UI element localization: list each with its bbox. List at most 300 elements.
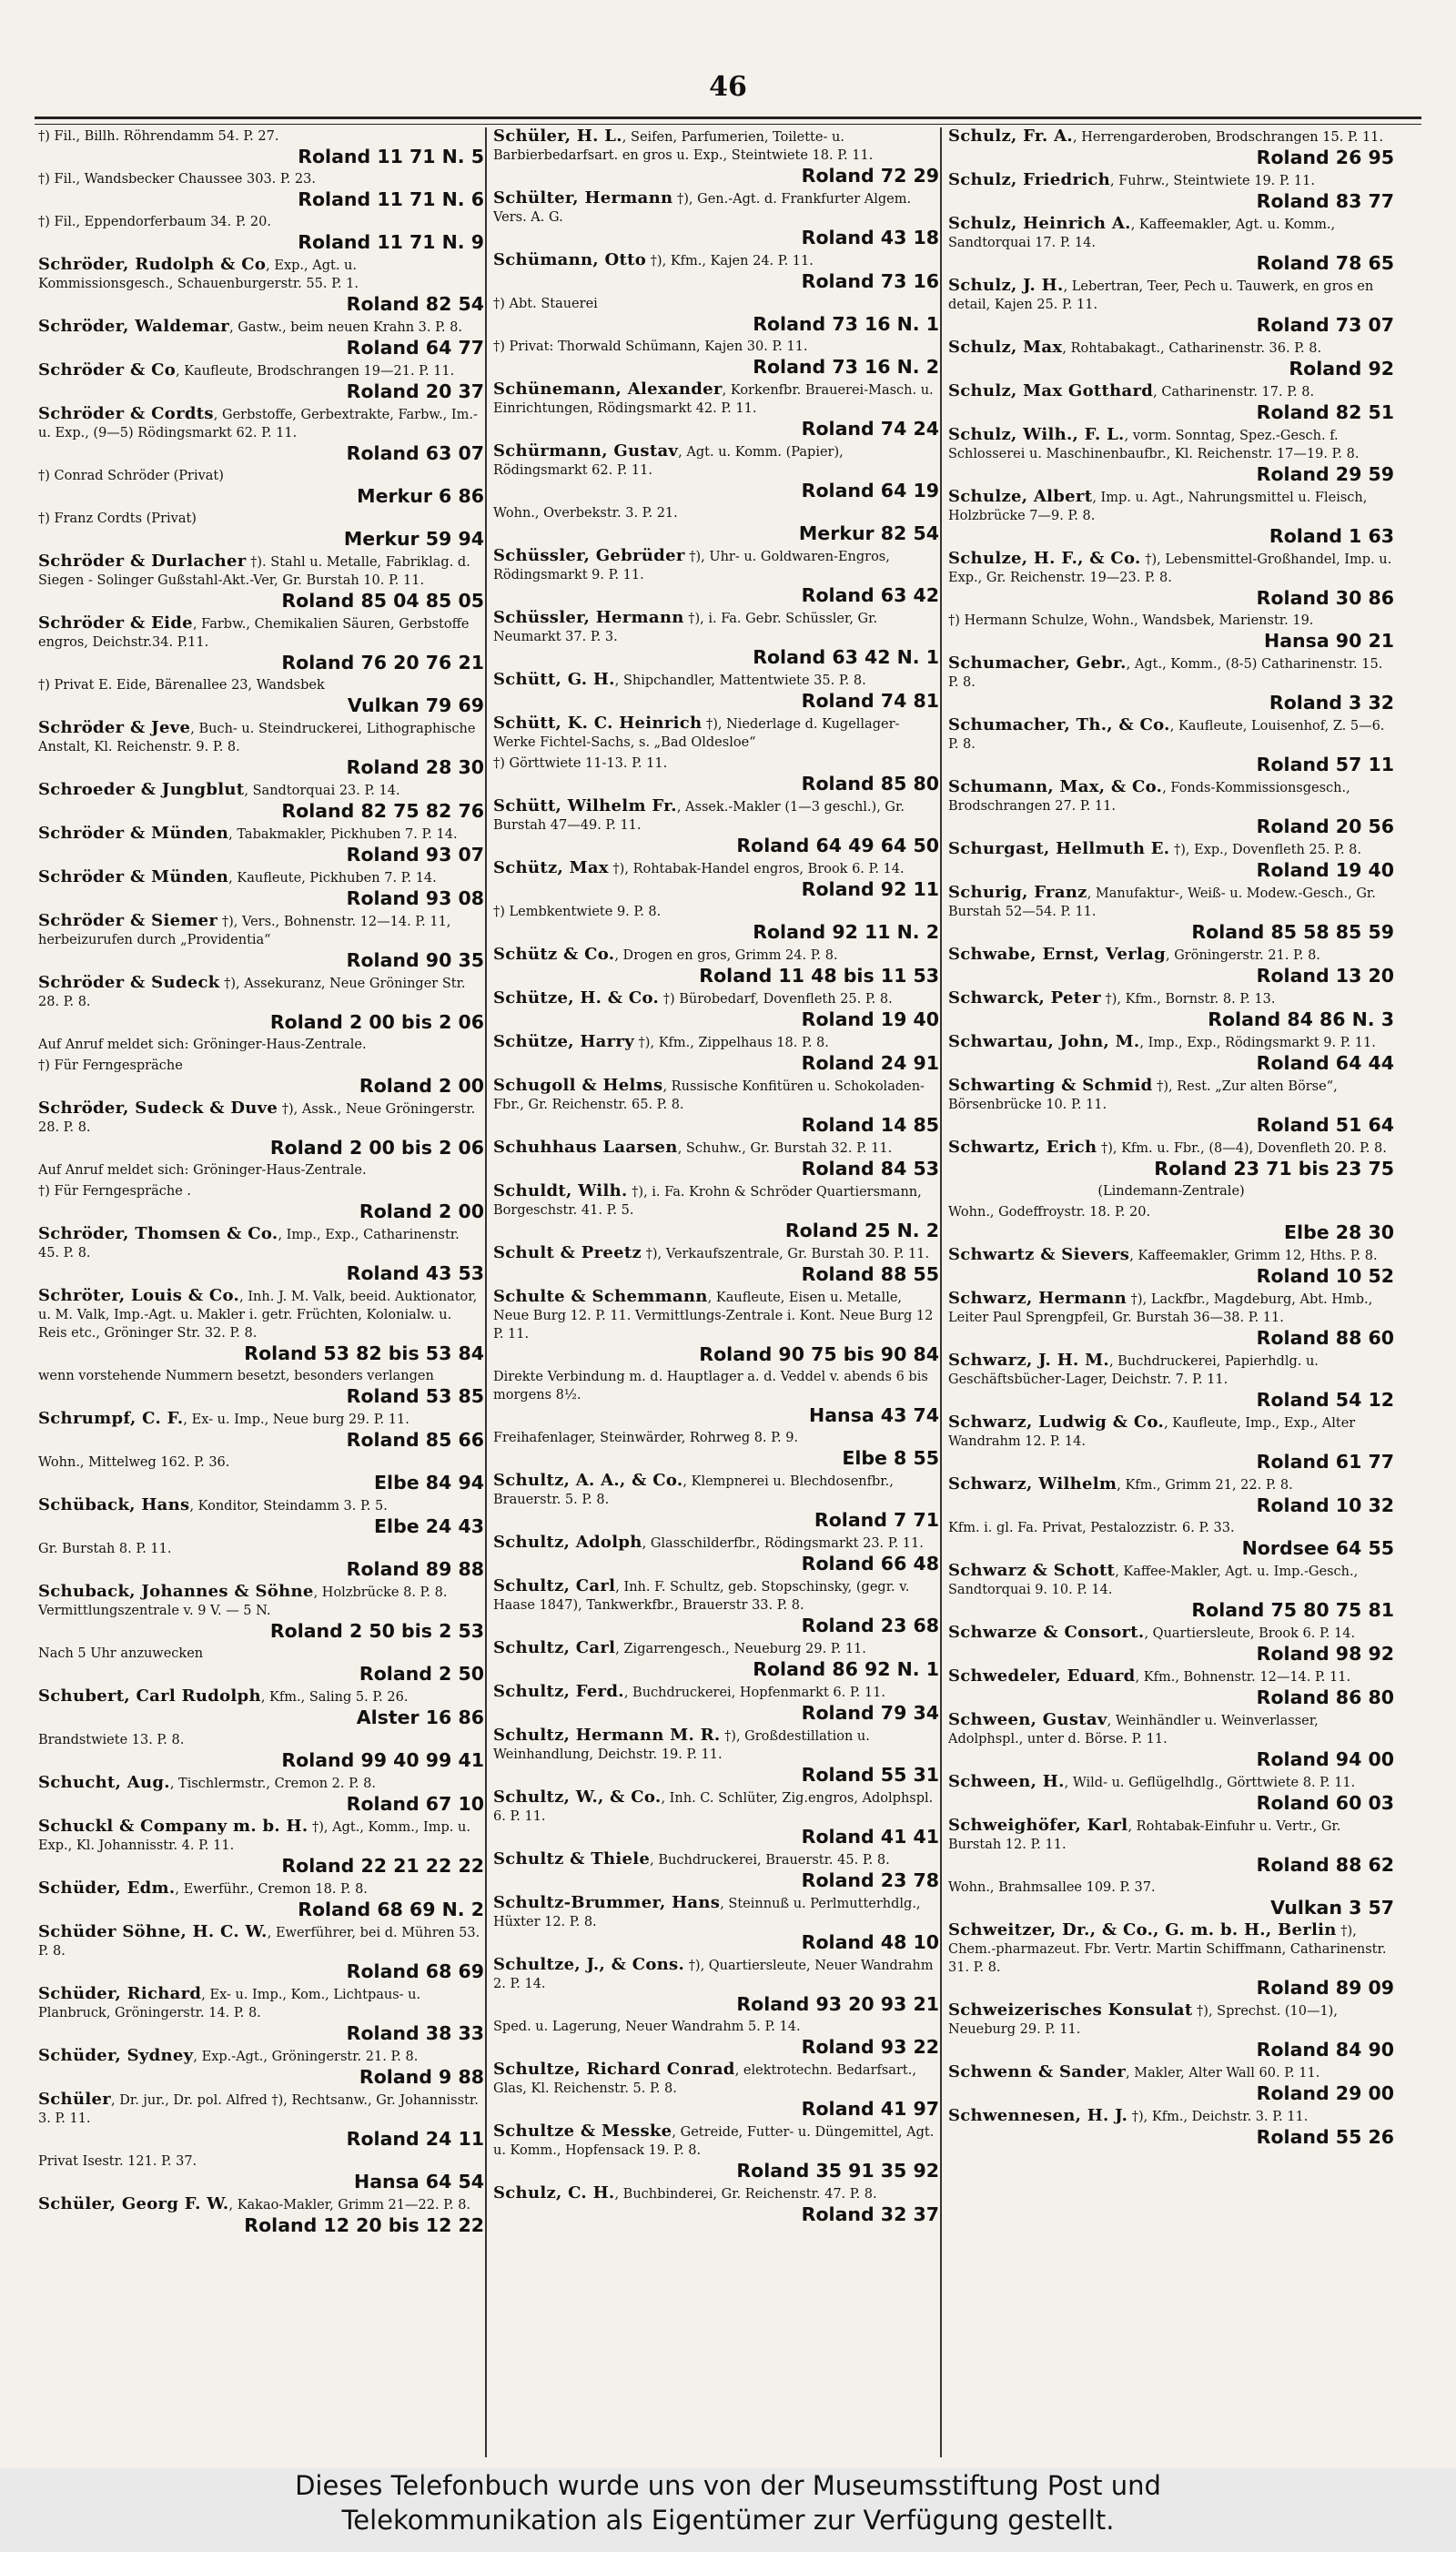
entry-text	[38, 467, 484, 485]
entry-text	[948, 426, 1394, 463]
directory-entry	[38, 361, 484, 402]
phone-number: Roland 61 77	[1256, 1451, 1394, 1473]
directory-entry	[948, 171, 1394, 212]
entry-name: Schultz, Adolph	[493, 1534, 642, 1552]
directory-entry	[38, 2047, 484, 2088]
phone-number: Roland 84 53	[801, 1158, 939, 1180]
phone-number: Roland 76 20 76 21	[281, 652, 484, 673]
entry-text	[38, 614, 484, 652]
phone-number: Merkur 82 54	[798, 522, 939, 544]
directory-entry	[948, 1711, 1394, 1770]
entry-details: Direkte Verbindung m. d. Hauptlager a. d. Veddel v. abends 6 bis morgens 8½.	[493, 1370, 928, 1403]
directory-entry	[38, 614, 484, 673]
entry-text	[493, 1788, 939, 1826]
entry-text	[38, 974, 484, 1011]
directory-entry	[38, 213, 484, 253]
entry-text	[38, 1985, 484, 2022]
directory-entry	[493, 2018, 939, 2058]
entry-text	[948, 884, 1394, 921]
phone-number: Roland 88 55	[801, 1263, 939, 1285]
phone-number: Roland 3 32	[1269, 692, 1394, 714]
phone-number: Roland 2 50 bis 2 53	[269, 1620, 484, 1642]
entry-details: , Rohtabakagt., Catharinenstr. 36. P. 8.	[1062, 341, 1322, 356]
directory-entry	[493, 1472, 939, 1531]
entry-text	[948, 654, 1394, 692]
phone-number: Roland 78 65	[1256, 252, 1394, 274]
entry-details: , Weinhändler u. Weinverlasser, Adolphspl., unter d. Börse. P. 11.	[948, 1714, 1319, 1747]
entry-name: Schröder & Eide	[38, 614, 193, 633]
directory-entry	[948, 1077, 1394, 1136]
entry-name: Schütt, Wilhelm Fr.	[493, 797, 677, 815]
entry-details: †), Großdestillation u. Weinhandlung, Deichstr. 19. P. 11.	[493, 1729, 870, 1762]
entry-text	[948, 1667, 1394, 1686]
phone-number: Elbe 84 94	[374, 1472, 484, 1494]
phone-number: Roland 11 71 N. 5	[298, 146, 484, 167]
entry-text	[948, 2107, 1394, 2126]
entry-details: , Inh. C. Schlüter, Zig.engros, Adolphspl. 6. P. 11.	[493, 1791, 934, 1824]
phone-number: Roland 89 09	[1256, 1977, 1394, 1999]
entry-text	[948, 488, 1394, 525]
directory-entry	[493, 989, 939, 1030]
entry-text	[38, 825, 484, 844]
entry-details: , Exp., Agt. u. Kommissionsgesch., Schauenburgerstr. 55. P. 1.	[38, 258, 359, 291]
phone-number: Roland 38 33	[346, 2022, 484, 2044]
entry-text	[493, 442, 939, 480]
entry-text	[948, 1033, 1394, 1052]
directory-entry	[38, 1099, 484, 1159]
entry-details: Freihafenlager, Steinwärder, Rohrweg 8. P. 9.	[493, 1431, 799, 1445]
entry-name: Schulz, Heinrich A.	[948, 215, 1131, 233]
entry-details: , Zigarrengesch., Neueburg 29. P. 11.	[615, 1642, 866, 1656]
entry-name: Schwabe, Ernst, Verlag	[948, 946, 1166, 964]
entry-details: †) Franz Cordts (Privat)	[38, 511, 197, 526]
entry-text	[493, 1033, 939, 1052]
entry-name: Schultz-Brummer, Hans	[493, 1894, 721, 1912]
phone-number: Roland 41 97	[801, 2098, 939, 2120]
directory-entry	[493, 1077, 939, 1136]
header-rule	[35, 116, 1421, 125]
directory-entry	[38, 510, 484, 550]
entry-details: , Makler, Alter Wall 60. P. 11.	[1126, 2066, 1320, 2081]
phone-number: Roland 68 69	[346, 1960, 484, 1982]
directory-entry	[38, 1645, 484, 1685]
phone-number: Roland 25 N. 2	[784, 1220, 939, 1241]
phone-number: Roland 92 11	[801, 878, 939, 900]
phone-number: Elbe 8 55	[842, 1447, 939, 1469]
phone-number: Roland 93 22	[801, 2036, 939, 2058]
entry-text	[948, 127, 1394, 147]
directory-entry	[493, 1033, 939, 1074]
column-1	[38, 127, 484, 2457]
entry-details: , Kaufleute, Pickhuben 7. P. 14.	[228, 871, 437, 886]
directory-entry	[493, 2061, 939, 2120]
entry-text	[948, 339, 1394, 358]
phone-number: Roland 11 48 bis 11 53	[699, 965, 939, 987]
entry-details: , Ewerführ., Cremon 18. P. 8.	[175, 1882, 368, 1897]
entry-text	[38, 1287, 484, 1342]
phone-number: Roland 75 80 75 81	[1191, 1599, 1394, 1621]
entry-details: , Sandtorquai 23. P. 14.	[244, 784, 400, 798]
phone-number: Roland 20 56	[1256, 815, 1394, 837]
directory-entry	[948, 989, 1394, 1030]
directory-entry	[493, 1683, 939, 1724]
phone-number: Roland 85 58 85 59	[1191, 921, 1394, 943]
entry-details: †), Kfm., Deichstr. 3. P. 11.	[1127, 2110, 1309, 2124]
entry-details: †) Abt. Stauerei	[493, 297, 598, 311]
entry-details: , Rohtabak-Einfuhr u. Vertr., Gr. Burstah 12. P. 11.	[948, 1819, 1341, 1852]
entry-details: †) Conrad Schröder (Privat)	[38, 469, 224, 483]
directory-entry	[493, 714, 939, 752]
entry-name: Schwarz, Hermann	[948, 1290, 1127, 1308]
entry-name: Schulz, Max	[948, 339, 1063, 357]
entry-details: , Buch- u. Steindruckerei, Lithographische Anstalt, Kl. Reichenstr. 9. P. 8.	[38, 722, 476, 754]
entry-details: , Tischlermstr., Cremon 2. P. 8.	[169, 1777, 376, 1791]
entry-name: Schween, Gustav	[948, 1711, 1107, 1729]
directory-entry	[38, 467, 484, 507]
entry-details: , Gastw., beim neuen Krahn 3. P. 8.	[229, 320, 462, 335]
entry-name: Schüder Söhne, H. C. W.	[38, 1923, 268, 1941]
directory-entry	[948, 339, 1394, 380]
entry-name: Schuldt, Wilh.	[493, 1182, 628, 1200]
entry-text	[948, 1773, 1394, 1792]
entry-details: , Shipchandler, Mattentwiete 35. P. 8.	[614, 673, 866, 688]
entry-text	[948, 215, 1394, 252]
directory-entry	[38, 2152, 484, 2192]
phone-number: Roland 2 00	[359, 1075, 484, 1097]
directory-entry	[948, 612, 1394, 652]
phone-number: Roland 86 92 N. 1	[753, 1658, 939, 1680]
directory-entry	[38, 1453, 484, 1494]
entry-text	[38, 170, 484, 188]
entry-text	[38, 868, 484, 887]
entry-name: Schwarz, Wilhelm	[948, 1475, 1117, 1494]
entry-details: , Kfm., Grimm 21, 22. P. 8.	[1117, 1478, 1293, 1493]
entry-name: Schütt, K. C. Heinrich	[493, 714, 703, 733]
entry-details: , Lebertran, Teer, Pech u. Tauwerk, en gros en detail, Kajen 25. P. 11.	[948, 279, 1374, 312]
entry-details: Nach 5 Uhr anzuwecken	[38, 1646, 204, 1661]
directory-entry	[948, 2001, 1394, 2061]
phone-number: Roland 63 42	[801, 584, 939, 606]
entry-name: Schwartz, Erich	[948, 1139, 1097, 1157]
entry-name: Schütze, H. & Co.	[493, 989, 660, 1008]
entry-name: Schröder, Sudeck & Duve	[38, 1099, 278, 1118]
entry-name: Schwarze & Consort.	[948, 1624, 1145, 1642]
phone-number: Roland 90 75 bis 90 84	[699, 1343, 939, 1365]
directory-entry	[38, 1367, 484, 1407]
phone-number: Roland 64 49 64 50	[736, 835, 939, 856]
entry-details: Auf Anruf meldet sich: Gröninger-Haus-Zentrale.	[38, 1163, 367, 1178]
entry-text	[38, 1879, 484, 1899]
directory-entry	[493, 946, 939, 987]
directory-entry	[493, 189, 939, 248]
entry-details: , Inh. F. Schultz, geb. Stopschinsky, (gegr. v. Haase 1847), Tankwerkfbr., Brauerstr 33. P. 8.	[493, 1580, 910, 1613]
entry-text	[493, 1850, 939, 1869]
phone-number: Roland 55 26	[1256, 2126, 1394, 2148]
phone-number: Roland 82 54	[346, 293, 484, 315]
phone-number: Roland 82 75 82 76	[281, 800, 484, 822]
entry-details: , Holzbrücke 8. P. 8. Vermittlungszentrale v. 9 V. — 5 N.	[38, 1585, 448, 1618]
entry-details: †), Rest. „Zur alten Börse“, Börsenbrücke 10. P. 11.	[948, 1079, 1338, 1112]
entry-details: †) Fil., Wandsbecker Chaussee 303. P. 23.	[38, 172, 316, 187]
phone-number: Roland 79 34	[801, 1702, 939, 1724]
entry-details: , Tabakmakler, Pickhuben 7. P. 14.	[228, 827, 458, 842]
entry-details: , Kaufleute, Brodschrangen 19—21. P. 11.	[176, 364, 455, 379]
phone-number: Roland 92 11 N. 2	[753, 921, 939, 943]
entry-details: †), Rohtabak-Handel engros, Brook 6. P. 14.	[608, 862, 905, 876]
phone-number: Roland 30 86	[1256, 587, 1394, 609]
entry-text	[38, 1583, 484, 1620]
entry-text	[493, 547, 939, 584]
entry-name: Schulz, Friedrich	[948, 171, 1111, 189]
directory-entry	[493, 2122, 939, 2182]
directory-entry	[948, 946, 1394, 987]
directory-entry	[38, 676, 484, 716]
entry-text	[38, 361, 484, 380]
phone-number: Roland 85 04 85 05	[281, 590, 484, 612]
entry-text	[948, 612, 1394, 630]
entry-details: †) Fil., Eppendorferbaum 34. P. 20.	[38, 215, 271, 229]
entry-name: Schüssler, Hermann	[493, 609, 684, 627]
entry-name: Schuckl & Company m. b. H.	[38, 1818, 308, 1836]
entry-name: Schünemann, Alexander	[493, 380, 723, 399]
directory-entry	[948, 2063, 1394, 2104]
phone-number: Hansa 43 74	[809, 1404, 939, 1426]
directory-entry	[493, 295, 939, 335]
directory-entry	[948, 1203, 1394, 1243]
phone-number: Roland 93 08	[346, 887, 484, 909]
entry-name: Schwarck, Peter	[948, 989, 1101, 1008]
phone-number: Roland 53 85	[346, 1385, 484, 1407]
entry-details: , Glasschilderfbr., Rödingsmarkt 23. P. 11.	[642, 1536, 924, 1551]
entry-text	[493, 1429, 939, 1447]
directory-entry	[493, 797, 939, 856]
entry-text	[38, 1410, 484, 1429]
entry-details: , Fonds-Kommissionsgesch., Brodschrangen 27. P. 11.	[948, 781, 1350, 814]
entry-details: †) Fil., Billh. Röhrendamm 54. P. 27.	[38, 129, 279, 144]
phone-number: Roland 14 85	[801, 1114, 939, 1136]
phone-number: Roland 29 00	[1256, 2082, 1394, 2104]
entry-name: Schürmann, Gustav	[493, 442, 679, 461]
directory-entry	[948, 1246, 1394, 1287]
entry-name: Schuhhaus Laarsen	[493, 1139, 678, 1157]
entry-text	[948, 1290, 1394, 1327]
entry-text	[38, 1923, 484, 1960]
entry-details: , Korkenfbr. Brauerei-Masch. u. Einrichtungen, Rödingsmarkt 42. P. 11.	[493, 383, 934, 416]
entry-name: Schüssler, Gebrüder	[493, 547, 685, 565]
entry-details: , Herrengarderoben, Brodschrangen 15. P. 11.	[1073, 130, 1384, 145]
entry-name: Schüler, Georg F. W.	[38, 2195, 229, 2213]
entry-text	[948, 1711, 1394, 1748]
phone-number: Roland 35 91 35 92	[736, 2160, 939, 2182]
phone-number: Roland 86 80	[1256, 1686, 1394, 1708]
directory-entry	[948, 550, 1394, 609]
phone-number: Roland 7 71	[814, 1509, 939, 1531]
entry-text	[948, 1921, 1394, 1977]
entry-name: Schüback, Hans	[38, 1496, 190, 1514]
entry-text	[38, 1818, 484, 1855]
entry-name: Schultze, Richard Conrad	[493, 2061, 735, 2079]
entry-details: , Seifen, Parfumerien, Toilette- u. Barbierbedarfsart. en gros u. Exp., Steintwiete 18. P. 11.	[493, 130, 874, 163]
entry-details: †), Kfm., Kajen 24. P. 11.	[646, 254, 814, 268]
entry-text	[38, 2195, 484, 2214]
directory-entry	[948, 1624, 1394, 1665]
entry-details: †) Privat: Thorwald Schümann, Kajen 30. P. 11.	[493, 339, 808, 354]
entry-name: Schümann, Otto	[493, 251, 647, 269]
entry-name: Schucht, Aug.	[38, 1774, 170, 1792]
entry-details: , Imp., Exp., Catharinenstr. 45. P. 8.	[38, 1228, 460, 1261]
phone-number: Roland 22 21 22 22	[281, 1855, 484, 1877]
entry-details: , Klempnerei u. Blechdosenfbr., Brauerstr. 5. P. 8.	[493, 1474, 894, 1507]
phone-number: Roland 43 18	[801, 227, 939, 248]
directory-entry	[948, 2107, 1394, 2148]
entry-text	[493, 1894, 939, 1931]
directory-entry	[948, 840, 1394, 881]
entry-name: Schüder, Sydney	[38, 2047, 194, 2065]
phone-number: Roland 99 40 99 41	[281, 1749, 484, 1771]
entry-details: , Kfm., Bohnenstr. 12—14. P. 11.	[1135, 1670, 1351, 1685]
entry-text	[493, 1288, 939, 1343]
directory-entry	[493, 1577, 939, 1636]
entry-text	[948, 778, 1394, 815]
phone-number: Roland 51 64	[1256, 1114, 1394, 1136]
directory-entry	[948, 716, 1394, 775]
entry-name: Schweizerisches Konsulat	[948, 2001, 1193, 2020]
entry-text	[493, 338, 939, 356]
entry-text	[38, 1036, 484, 1054]
entry-name: Schumacher, Th., & Co.	[948, 716, 1170, 734]
entry-details: †), Lebensmittel-Großhandel, Imp. u. Exp., Gr. Reichenstr. 19—23. P. 8.	[948, 552, 1392, 585]
entry-name: Schrumpf, C. F.	[38, 1410, 184, 1428]
entry-name: Schumacher, Gebr.	[948, 654, 1127, 673]
directory-entry	[948, 1562, 1394, 1621]
phone-number: Roland 94 00	[1256, 1748, 1394, 1770]
phone-number: Roland 2 00 bis 2 06	[269, 1011, 484, 1033]
entry-details: , Exp.-Agt., Gröningerstr. 21. P. 8.	[193, 2050, 419, 2064]
directory-entry	[38, 781, 484, 822]
directory-entry	[38, 1731, 484, 1771]
phone-number: Roland 55 31	[801, 1764, 939, 1786]
entry-name: Schröder & Münden	[38, 825, 229, 843]
phone-number: Roland 64 19	[801, 480, 939, 501]
entry-details: , Kaufleute, Imp., Exp., Alter Wandrahm 12. P. 14.	[948, 1416, 1356, 1449]
entry-details: , Kaffeemakler, Agt. u. Komm., Sandtorquai 17. P. 14.	[948, 218, 1336, 250]
entry-details: †) Lembkentwiete 9. P. 8.	[493, 905, 662, 919]
entry-details: †), Niederlage d. Kugellager-Werke Fichtel-Sachs, s. „Bad Oldesloe“	[493, 717, 900, 750]
phone-number: Roland 93 07	[346, 844, 484, 866]
entry-name: Schröder & Durlacher	[38, 552, 247, 571]
entry-details: , Quartiersleute, Brook 6. P. 14.	[1144, 1626, 1356, 1641]
entry-text	[38, 405, 484, 442]
phone-number: Roland 88 62	[1256, 1854, 1394, 1876]
entry-details: , Gröningerstr. 21. P. 8.	[1165, 948, 1320, 963]
entry-name: Schüder, Edm.	[38, 1879, 176, 1898]
column-divider	[940, 127, 942, 2457]
directory-entry	[493, 1894, 939, 1953]
directory-entry	[493, 1639, 939, 1680]
entry-details: , Imp. u. Agt., Nahrungsmittel u. Fleisch, Holzbrücke 7—9. P. 8.	[948, 491, 1368, 523]
entry-details: †) Für Ferngespräche .	[38, 1184, 191, 1199]
directory-entry	[38, 1540, 484, 1580]
phone-number: Roland 12 20 bis 12 22	[244, 2214, 484, 2236]
phone-number: Roland 90 35	[346, 949, 484, 971]
directory-entry	[948, 382, 1394, 423]
directory-entry	[493, 903, 939, 943]
phone-number: Roland 43 53	[346, 1262, 484, 1284]
entry-details: , Buchdruckerei, Brauerstr. 45. P. 8.	[650, 1853, 890, 1868]
entry-name: Schröder & Sudeck	[38, 974, 220, 992]
phone-number: Roland 82 51	[1256, 401, 1394, 423]
directory-entry	[493, 1368, 939, 1426]
phone-number: Elbe 28 30	[1284, 1221, 1394, 1243]
entry-text	[493, 1244, 939, 1263]
entry-details: Sped. u. Lagerung, Neuer Wandrahm 5. P. 14.	[493, 2020, 801, 2034]
entry-name: Schulze, Albert	[948, 488, 1093, 506]
directory-entry	[493, 1727, 939, 1786]
phone-number: Roland 1 63	[1269, 525, 1394, 547]
entry-name: Schultz, W., & Co.	[493, 1788, 662, 1807]
phone-number: Nordsee 64 55	[1241, 1537, 1394, 1559]
directory-entry	[948, 1519, 1394, 1559]
entry-name: Schwartz & Sievers	[948, 1246, 1130, 1264]
directory-entry	[38, 1879, 484, 1920]
phone-number: Roland 24 11	[346, 2128, 484, 2150]
directory-entry	[38, 1287, 484, 1364]
entry-details: Wohn., Brahmsallee 109. P. 37.	[948, 1880, 1156, 1895]
entry-text	[38, 1057, 484, 1075]
entry-details: †), i. Fa. Krohn & Schröder Quartiersmann, Borgeschstr. 41. P. 5.	[493, 1185, 922, 1218]
directory-entry	[493, 671, 939, 712]
entry-name: Schroeder & Jungblut	[38, 781, 245, 799]
directory-entry	[38, 2091, 484, 2150]
entry-details: †), Quartiersleute, Neuer Wandrahm 2. P. 14.	[493, 1959, 934, 1991]
directory-entry	[493, 1429, 939, 1469]
directory-entry	[948, 654, 1394, 714]
entry-name: Schulz, Fr. A.	[948, 127, 1073, 146]
entry-text	[948, 840, 1394, 859]
entry-text	[493, 127, 939, 165]
directory-entry	[38, 405, 484, 464]
entry-text	[38, 213, 484, 231]
entry-details: , Getreide, Futter- u. Düngemittel, Agt. u. Komm., Hopfensack 19. P. 8.	[493, 2125, 935, 2158]
entry-text	[38, 1645, 484, 1663]
phone-number: Elbe 24 43	[374, 1515, 484, 1537]
entry-details: †), Sprechst. (10—1), Neueburg 29. P. 11.	[948, 2004, 1338, 2037]
entry-text	[38, 1687, 484, 1706]
entry-name: Schultze & Messke	[493, 2122, 672, 2141]
entry-text	[38, 1099, 484, 1137]
phone-number: Roland 20 37	[346, 380, 484, 402]
phone-number: Roland 84 90	[1256, 2039, 1394, 2061]
entry-details: , Farbw., Chemikalien Säuren, Gerbstoffe engros, Deichstr.34. P.11.	[38, 617, 470, 650]
entry-details: , Dr. jur., Dr. pol. Alfred †), Rechtsanw., Gr. Johannisstr. 3. P. 11.	[38, 2093, 479, 2126]
directory-entry	[38, 1818, 484, 1877]
entry-name: Schulz, J. H.	[948, 277, 1064, 295]
entry-details: , Buchdruckerei, Hopfenmarkt 6. P. 11.	[623, 1686, 885, 1700]
directory-entry	[493, 504, 939, 544]
phone-number: Roland 74 81	[801, 690, 939, 712]
directory-entry	[493, 1244, 939, 1285]
phone-number: Roland 73 16 N. 2	[753, 356, 939, 378]
phone-number: Roland 2 00 bis 2 06	[269, 1137, 484, 1159]
entry-details: †) Hermann Schulze, Wohn., Wandsbek, Marienstr. 19.	[948, 613, 1314, 628]
phone-number: Alster 16 86	[356, 1706, 484, 1728]
phone-number: Roland 19 40	[1256, 859, 1394, 881]
entry-name: Schwarz, Ludwig & Co.	[948, 1413, 1165, 1432]
entry-details: †), Lackfbr., Magdeburg, Abt. Hmb., Leiter Paul Sprengpfeil, Gr. Burstah 36—38. P. 11.	[948, 1292, 1373, 1325]
entry-name: Schumann, Max, & Co.	[948, 778, 1163, 796]
entry-text	[493, 251, 939, 270]
directory-entry	[948, 1921, 1394, 1999]
